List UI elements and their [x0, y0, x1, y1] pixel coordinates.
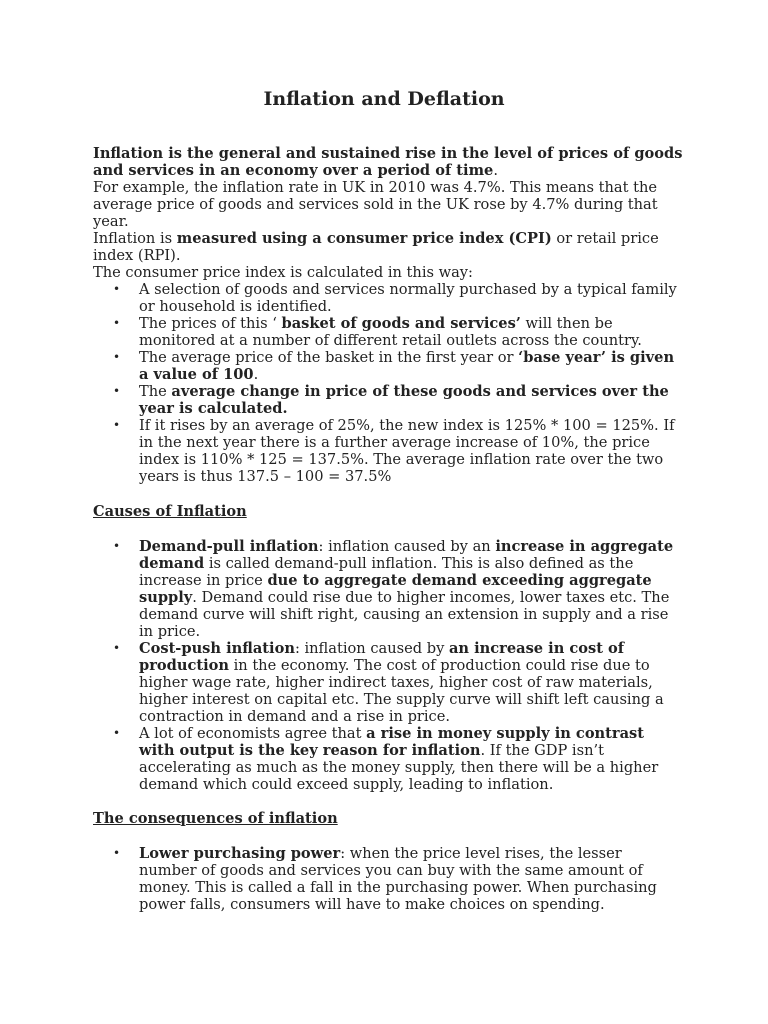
cause-bold: due to aggregate demand exceeding aggregate supply — [139, 572, 652, 606]
cause-bold: an increase in cost of production — [139, 640, 625, 674]
causes-heading: Causes of Inflation — [93, 503, 247, 520]
bullet-icon: • — [113, 539, 121, 553]
list-item — [93, 725, 683, 793]
inflation-definition — [93, 145, 683, 179]
cpi-calculation-intro: The consumer price index is calculated in this way: — [93, 264, 473, 281]
step-text: The — [139, 383, 172, 400]
consequences-heading: The consequences of inflation — [93, 810, 338, 827]
step-text: If it rises by an average of 25%, the new index is 125% * 100 = 125%. If in the next year there is a further average increase of 10%, the price index is 110% * 125 = 137.5%. The average inflation rate over the two years is thus 137.5 – 100 = 37.5% — [139, 417, 675, 485]
definition-period: . — [493, 162, 498, 179]
page-title: Inflation and Deflation — [263, 88, 505, 110]
consequences-list — [93, 845, 683, 913]
list-item — [93, 349, 683, 383]
bullet-icon: • — [113, 282, 121, 296]
bullet-icon: • — [113, 726, 121, 740]
bullet-icon: • — [113, 316, 121, 330]
bullet-icon: • — [113, 418, 121, 432]
list-item — [93, 845, 683, 913]
step-text-end: will then be monitored at a number of different retail outlets across the country. — [139, 315, 642, 349]
bullet-icon: • — [113, 641, 121, 655]
bullet-icon: • — [113, 384, 121, 398]
list-item — [93, 383, 683, 417]
inflation-example: For example, the inflation rate in UK in 2010 was 4.7%. This means that the average price of goods and services sold in the UK rose by 4.7% during that year. — [93, 179, 658, 230]
cause-bold: Cost-push inflation — [139, 640, 295, 657]
list-item — [93, 640, 683, 725]
cause-text: . Demand could rise due to higher incomes, lower taxes etc. The demand curve will shift right, causing an extension in supply and a rise in price. — [139, 589, 670, 640]
measured-bold: measured using a consumer price index (CPI) — [176, 230, 552, 247]
consequences-section — [93, 845, 683, 913]
consequence-text: : when the price level rises, the lesser number of goods and services you can buy with the same amount of money. This is called a fall in the purchasing power. When purchasing power falls, consumers will have to make choices on spending. — [139, 845, 657, 913]
step-text-end: . — [253, 366, 259, 383]
step-bold: average change in price of these goods and services over the year is calculated. — [139, 383, 669, 417]
causes-list — [93, 538, 683, 793]
step-text: The average price of the basket in the first year or — [139, 349, 519, 366]
cpi-steps-list — [93, 281, 683, 485]
cause-text: : inflation caused by — [294, 640, 449, 657]
intro-section — [93, 145, 683, 485]
list-item — [93, 315, 683, 349]
cause-bold: a rise in money supply in contrast with output is the key reason for inflation — [139, 725, 645, 759]
measurement-paragraph — [93, 230, 683, 264]
definition-bold: Inflation is the general and sustained rise in the level of prices of goods and services in an economy over a period of time — [93, 145, 683, 179]
cause-bold: increase in aggregate demand — [139, 538, 674, 572]
cause-text: A lot of economists agree that — [139, 725, 367, 742]
cause-text: . If the GDP isn’t accelerating as much as the money supply, then there will be a higher demand which could exceed supply, leading to inflation. — [139, 742, 659, 793]
measured-pre: Inflation is — [93, 230, 177, 247]
step-bold: basket of goods and services’ — [281, 315, 521, 332]
cause-text: is called demand-pull inflation. This is also defined as the increase in price — [139, 555, 634, 589]
list-item — [93, 538, 683, 640]
step-text: A selection of goods and services normally purchased by a typical family or household is identified. — [139, 281, 677, 315]
list-item — [93, 417, 683, 485]
causes-section — [93, 538, 683, 793]
cause-text: : inflation caused by an — [318, 538, 496, 555]
consequence-bold: Lower purchasing power — [139, 845, 341, 862]
cause-text: in the economy. The cost of production could rise due to higher wage rate, higher indirect taxes, higher cost of raw materials, higher interest on capital etc. The supply curve will shift left causing a contraction in demand and a rise in price. — [139, 657, 664, 725]
step-text: The prices of this ‘ — [139, 315, 282, 332]
step-bold: ‘base year’ is given a value of 100 — [139, 349, 675, 383]
measured-post: or retail price index (RPI). — [93, 230, 659, 264]
list-item — [93, 281, 683, 315]
cause-bold: Demand-pull inflation — [139, 538, 319, 555]
bullet-icon: • — [113, 350, 121, 364]
bullet-icon: • — [113, 846, 121, 860]
